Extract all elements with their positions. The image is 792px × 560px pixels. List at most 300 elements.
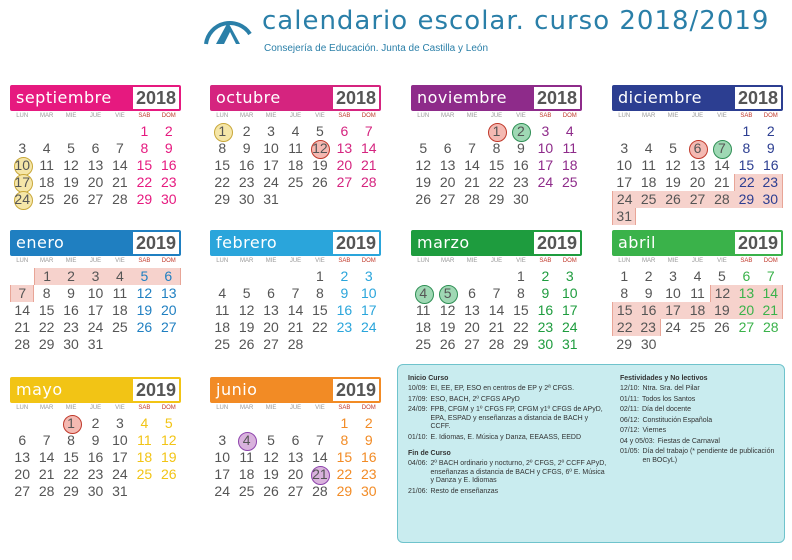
empty-cell: [259, 268, 283, 285]
day-cell: 30: [360, 483, 377, 499]
day-cell: 20: [734, 302, 758, 319]
weekday-label: DOM: [763, 258, 778, 264]
day-cell: 7: [316, 432, 324, 448]
day-cell: 24: [665, 319, 681, 335]
day-cell: 7: [10, 285, 34, 302]
empty-cell: [484, 268, 508, 285]
day-cell: 28: [488, 336, 505, 352]
day-cell: 6: [91, 140, 100, 156]
logo-icon: [200, 4, 256, 54]
day-cell: 14: [488, 302, 505, 318]
weekday-label: LUN: [417, 258, 430, 264]
weekday-label: SAB: [138, 258, 151, 264]
empty-cell: [34, 123, 58, 140]
day-cell: 2: [541, 268, 550, 284]
day-cell: 6: [443, 140, 452, 156]
empty-cell: [10, 268, 34, 285]
month-name: junio: [216, 380, 258, 399]
weekday-label: MAR: [239, 258, 254, 264]
day-grid: [612, 268, 783, 353]
day-cell: 19: [263, 466, 279, 482]
day-cell: 13: [439, 157, 456, 173]
day-cell: 13: [336, 140, 353, 156]
page-subtitle: Consejería de Educación. Junta de Castilla y León: [264, 43, 489, 54]
weekday-label: LUN: [216, 258, 229, 264]
day-cell: 31: [112, 483, 128, 499]
day-cell: 30: [640, 336, 657, 352]
day-cell: 5: [435, 285, 459, 302]
weekday-label: LUN: [216, 405, 229, 411]
day-cell: 13: [14, 449, 30, 465]
day-cell: 22: [336, 466, 353, 482]
day-cell: 8: [620, 285, 629, 301]
day-cell: 3: [669, 268, 677, 284]
weekday-label: LUN: [216, 113, 229, 119]
day-cell: 25: [38, 191, 55, 207]
weekday-label: MAR: [641, 113, 656, 119]
day-grid: [10, 268, 181, 353]
weekday-label: SAB: [740, 113, 753, 119]
day-cell: 24: [612, 191, 636, 208]
day-cell: 10: [10, 157, 34, 174]
day-cell: 29: [336, 483, 353, 499]
day-cell: 8: [316, 285, 324, 301]
day-cell: 2: [164, 123, 173, 139]
weekday-label: JUE: [89, 405, 102, 411]
day-cell: 16: [636, 302, 660, 319]
day-cell: 13: [263, 302, 279, 318]
day-cell: 13: [160, 285, 177, 301]
month-year: 2019: [133, 232, 179, 254]
day-cell: 27: [464, 336, 480, 352]
day-cell: 31: [263, 191, 279, 207]
day-cell: 26: [263, 483, 279, 499]
day-cell: 19: [136, 302, 153, 318]
day-cell: 28: [287, 336, 304, 352]
day-cell: 17: [214, 466, 230, 482]
day-cell: 7: [710, 140, 734, 157]
day-cell: 6: [18, 432, 27, 448]
info-text: FPB, CFGM y 1º CFGS FP, CFGM y1º CFGS de APyD, EPA, ESPAD y enseñanzas a distancia de BACH y CCFF.: [430, 406, 603, 430]
day-cell: 17: [661, 302, 685, 319]
day-cell: 13: [287, 449, 304, 465]
day-cell: 28: [360, 174, 377, 190]
day-cell: 15: [488, 157, 505, 173]
day-cell: 18: [415, 319, 431, 335]
day-cell: 29: [513, 336, 529, 352]
day-cell: 25: [238, 483, 255, 499]
empty-cell: [210, 268, 234, 285]
day-cell: 22: [312, 319, 328, 335]
day-cell: 17: [87, 302, 104, 318]
day-cell: 21: [714, 174, 730, 190]
weekday-label: DOM: [161, 258, 176, 264]
day-cell: 11: [39, 157, 54, 173]
inicio-title: Inicio Curso: [408, 375, 449, 382]
day-cell: 2: [509, 123, 533, 140]
empty-cell: [283, 415, 307, 432]
day-cell: 14: [360, 140, 377, 156]
month-name: febrero: [216, 233, 278, 252]
weekday-label: MAR: [440, 113, 455, 119]
day-cell: 1: [340, 415, 349, 431]
weekday-label: VIE: [717, 258, 727, 264]
month-header: [411, 230, 582, 256]
day-cell: 22: [488, 174, 505, 190]
day-cell: 21: [464, 174, 480, 190]
weekday-label: LUN: [16, 113, 29, 119]
empty-cell: [612, 123, 636, 140]
fest-title: Festividades y No lectivos: [620, 375, 708, 382]
day-cell: 28: [464, 191, 480, 207]
day-cell: 14: [112, 157, 128, 173]
day-cell: 18: [136, 449, 153, 465]
weekday-label: SAB: [740, 258, 753, 264]
day-cell: 28: [762, 319, 779, 335]
day-cell: 5: [267, 432, 275, 448]
day-cell: 21: [360, 157, 377, 173]
day-cell: 17: [537, 157, 554, 173]
weekday-row: [411, 113, 582, 123]
day-cell: 17: [112, 449, 128, 465]
day-cell: 1: [140, 123, 149, 139]
day-cell: 4: [644, 140, 653, 156]
day-cell: 23: [160, 174, 177, 190]
weekday-label: VIE: [315, 405, 325, 411]
weekday-label: VIE: [516, 113, 526, 119]
month-febrero: [210, 230, 381, 353]
day-cell: 11: [214, 302, 230, 318]
day-cell: 13: [689, 157, 706, 173]
day-cell: 30: [537, 336, 554, 352]
weekday-label: MIE: [265, 113, 277, 119]
day-cell: 18: [287, 157, 304, 173]
day-grid: [10, 415, 181, 500]
day-cell: 25: [561, 174, 578, 190]
weekday-label: VIE: [516, 258, 526, 264]
day-cell: 4: [140, 415, 149, 431]
day-cell: 1: [34, 268, 58, 285]
month-name: diciembre: [618, 88, 702, 107]
weekday-label: MIE: [466, 258, 478, 264]
day-cell: 2: [91, 415, 100, 431]
day-cell: 13: [87, 157, 104, 173]
weekday-label: JUE: [691, 113, 704, 119]
day-cell: 1: [210, 123, 234, 140]
weekday-label: DOM: [361, 405, 376, 411]
day-grid: [612, 123, 783, 225]
day-cell: 5: [67, 140, 75, 156]
weekday-label: SAB: [539, 113, 552, 119]
day-cell: 5: [316, 123, 324, 139]
day-cell: 10: [360, 285, 377, 301]
day-cell: 16: [537, 302, 554, 318]
day-cell: 31: [87, 336, 104, 352]
day-cell: 18: [112, 302, 128, 318]
day-cell: 12: [665, 157, 681, 173]
day-cell: 3: [364, 268, 373, 284]
day-cell: 20: [14, 466, 30, 482]
info-row: [620, 427, 780, 436]
day-cell: 1: [316, 268, 324, 284]
weekday-label: JUE: [289, 405, 302, 411]
day-cell: 9: [164, 140, 173, 156]
day-cell: 7: [364, 123, 373, 139]
day-cell: 16: [762, 157, 779, 173]
day-cell: 26: [312, 174, 328, 190]
weekday-row: [612, 258, 783, 268]
day-cell: 26: [136, 319, 153, 335]
day-cell: 19: [312, 157, 328, 173]
weekday-row: [411, 258, 582, 268]
day-cell: 29: [214, 191, 230, 207]
day-cell: 6: [291, 432, 300, 448]
day-cell: 29: [734, 191, 758, 208]
info-text: E. Idiomas, E. Música y Danza, EEAASS, EEDD: [430, 433, 582, 441]
day-cell: 23: [360, 466, 377, 482]
weekday-label: MAR: [440, 258, 455, 264]
day-cell: 23: [238, 174, 255, 190]
empty-cell: [411, 123, 435, 140]
day-cell: 26: [238, 336, 255, 352]
day-cell: 23: [513, 174, 529, 190]
month-year: 2019: [534, 232, 580, 254]
info-row: [408, 434, 608, 443]
info-text: Ntra. Sra. del Pilar: [642, 385, 700, 392]
day-cell: 17: [360, 302, 377, 318]
day-cell: 11: [641, 157, 656, 173]
inicio-list: [408, 385, 608, 442]
month-noviembre: [411, 85, 582, 208]
day-cell: 8: [517, 285, 525, 301]
day-cell: 21: [488, 319, 505, 335]
day-cell: 3: [267, 123, 275, 139]
day-cell: 10: [561, 285, 578, 301]
day-cell: 10: [214, 449, 230, 465]
empty-cell: [210, 415, 234, 432]
info-row: [408, 488, 608, 497]
month-header: [10, 377, 181, 403]
empty-cell: [636, 123, 660, 140]
day-cell: 4: [291, 123, 300, 139]
day-cell: 6: [742, 268, 751, 284]
day-cell: 17: [561, 302, 578, 318]
month-header: [10, 85, 181, 111]
day-cell: 20: [464, 319, 480, 335]
day-cell: 26: [439, 336, 456, 352]
day-cell: 7: [766, 268, 775, 284]
day-cell: 3: [218, 432, 227, 448]
day-cell: 24: [10, 191, 34, 208]
day-cell: 14: [14, 302, 30, 318]
day-cell: 2: [59, 268, 83, 285]
weekday-label: SAB: [338, 258, 351, 264]
empty-cell: [10, 123, 34, 140]
weekday-row: [210, 405, 381, 415]
day-cell: 20: [439, 174, 456, 190]
month-year: 2019: [333, 379, 379, 401]
day-cell: 1: [517, 268, 525, 284]
day-cell: 1: [484, 123, 508, 140]
day-cell: 4: [218, 285, 227, 301]
day-cell: 25: [287, 174, 304, 190]
info-panel: [397, 364, 785, 543]
day-cell: 27: [160, 319, 177, 335]
day-cell: 5: [669, 140, 677, 156]
info-date: 07/12:: [620, 427, 640, 434]
empty-cell: [411, 268, 435, 285]
empty-cell: [283, 268, 307, 285]
page-title: calendario escolar. curso 2018/2019: [262, 6, 770, 36]
day-cell: 16: [238, 157, 255, 173]
day-grid: [210, 268, 381, 353]
weekday-label: MIE: [265, 258, 277, 264]
day-cell: 25: [415, 336, 431, 352]
day-cell: 27: [439, 191, 456, 207]
day-cell: 12: [308, 140, 332, 157]
day-cell: 15: [336, 449, 353, 465]
day-cell: 24: [537, 174, 554, 190]
info-column-right: [620, 373, 780, 467]
day-cell: 11: [137, 432, 152, 448]
header: [0, 0, 792, 70]
day-cell: 3: [116, 415, 124, 431]
day-cell: 8: [140, 140, 149, 156]
month-header: [612, 230, 783, 256]
month-header: [612, 85, 783, 111]
day-cell: 7: [291, 285, 300, 301]
day-cell: 27: [287, 483, 304, 499]
day-cell: 12: [439, 302, 456, 318]
day-cell: 28: [710, 191, 734, 208]
day-cell: 22: [214, 174, 230, 190]
month-abril: [612, 230, 783, 353]
day-cell: 26: [63, 191, 79, 207]
day-cell: 5: [164, 415, 173, 431]
info-row: [620, 438, 780, 447]
info-text: EI, EE, EP, ESO en centros de EP y 2ª CFGS.: [430, 385, 575, 392]
empty-cell: [460, 268, 484, 285]
weekday-label: DOM: [361, 258, 376, 264]
day-cell: 17: [616, 174, 632, 190]
day-cell: 27: [87, 191, 104, 207]
day-cell: 20: [287, 466, 304, 482]
day-cell: 9: [340, 285, 349, 301]
info-column-left: [408, 373, 608, 498]
info-date: 21/06:: [408, 487, 428, 495]
day-cell: 11: [288, 140, 303, 156]
day-cell: 5: [132, 268, 156, 285]
weekday-label: MIE: [667, 113, 679, 119]
weekday-row: [210, 258, 381, 268]
day-cell: 11: [112, 285, 128, 301]
day-cell: 15: [214, 157, 230, 173]
day-cell: 5: [242, 285, 251, 301]
day-cell: 16: [160, 157, 177, 173]
day-cell: 6: [157, 268, 181, 285]
day-cell: 20: [160, 302, 177, 318]
day-cell: 9: [541, 285, 550, 301]
day-cell: 1: [620, 268, 629, 284]
day-grid: [411, 123, 582, 208]
day-cell: 27: [263, 336, 279, 352]
month-name: enero: [16, 233, 65, 252]
day-cell: 27: [336, 174, 353, 190]
day-cell: 8: [742, 140, 751, 156]
day-cell: 9: [517, 140, 525, 156]
weekday-label: JUE: [89, 113, 102, 119]
weekday-label: JUE: [691, 258, 704, 264]
day-cell: 5: [419, 140, 428, 156]
weekday-label: VIE: [717, 113, 727, 119]
day-cell: 7: [468, 140, 476, 156]
day-cell: 25: [214, 336, 230, 352]
day-cell: 16: [360, 449, 377, 465]
day-cell: 26: [415, 191, 431, 207]
day-cell: 23: [336, 319, 353, 335]
day-cell: 25: [136, 466, 153, 482]
day-cell: 29: [63, 483, 79, 499]
day-cell: 22: [734, 174, 758, 191]
day-cell: 28: [14, 336, 30, 352]
day-cell: 23: [87, 466, 104, 482]
day-cell: 31: [561, 336, 578, 352]
weekday-label: DOM: [161, 113, 176, 119]
month-year: 2018: [333, 87, 379, 109]
month-septiembre: [10, 85, 181, 208]
day-cell: 9: [364, 432, 373, 448]
day-cell: 30: [63, 336, 79, 352]
day-cell: 26: [661, 191, 685, 208]
day-cell: 15: [513, 302, 529, 318]
info-date: 06/12:: [620, 416, 640, 424]
day-cell: 3: [541, 123, 550, 139]
day-cell: 6: [685, 140, 709, 157]
day-cell: 9: [766, 140, 775, 156]
day-cell: 24: [214, 483, 230, 499]
weekday-label: MIE: [65, 405, 77, 411]
day-cell: 7: [42, 432, 51, 448]
day-cell: 23: [759, 174, 783, 191]
info-row: [620, 417, 780, 426]
day-cell: 31: [612, 208, 636, 225]
day-cell: 18: [38, 174, 55, 190]
empty-cell: [308, 415, 332, 432]
empty-cell: [435, 123, 459, 140]
day-cell: 3: [565, 268, 574, 284]
day-cell: 20: [336, 157, 353, 173]
day-cell: 16: [513, 157, 529, 173]
info-row: [620, 396, 780, 405]
day-cell: 22: [513, 319, 529, 335]
day-cell: 20: [263, 319, 279, 335]
weekday-label: JUE: [89, 258, 102, 264]
month-diciembre: [612, 85, 783, 225]
day-cell: 30: [87, 483, 104, 499]
day-cell: 30: [759, 191, 783, 208]
info-date: 01/10:: [408, 433, 428, 441]
day-cell: 29: [136, 191, 153, 207]
day-cell: 1: [59, 415, 83, 432]
day-cell: 19: [439, 319, 456, 335]
day-cell: 17: [263, 157, 279, 173]
weekday-label: MIE: [265, 405, 277, 411]
day-cell: 30: [513, 191, 529, 207]
info-text: Fiestas de Carnaval: [657, 437, 720, 445]
day-cell: 30: [160, 191, 177, 207]
day-cell: 8: [492, 140, 501, 156]
day-cell: 22: [38, 319, 55, 335]
